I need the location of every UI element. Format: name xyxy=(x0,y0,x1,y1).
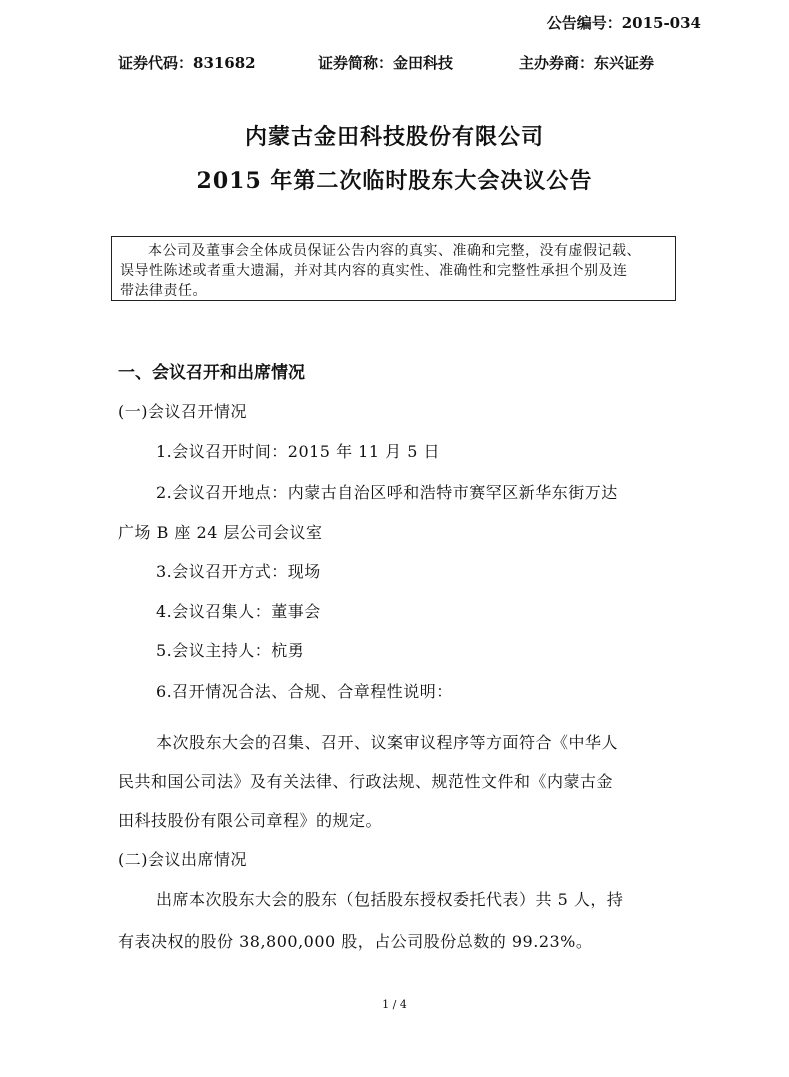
sponsor-broker: 主办券商：东兴证券 xyxy=(519,54,655,72)
disclaimer-notice-box xyxy=(111,236,676,301)
compliance-paragraph: 本次股东大会的召集、召开、议案审议程序等方面符合《中华人 xyxy=(156,733,619,752)
announcement-number: 公告编号：2015-034 xyxy=(546,14,701,32)
section-heading: 一、会议召开和出席情况 xyxy=(118,363,305,383)
subsection-heading: (二)会议出席情况 xyxy=(118,850,247,869)
meeting-method: 3.会议召开方式：现场 xyxy=(156,562,321,581)
subsection-heading: (一)会议召开情况 xyxy=(118,402,247,421)
disclaimer-line: 本公司及董事会全体成员保证公告内容的真实、准确和完整，没有虚假记载、 xyxy=(148,243,641,259)
meeting-host: 5.会议主持人：杭勇 xyxy=(156,641,305,660)
page-number: 1 / 4 xyxy=(382,998,407,1011)
meeting-location: 2.会议召开地点：内蒙古自治区呼和浩特市赛罕区新华东街万达 xyxy=(156,483,618,502)
document-title-company: 内蒙古金田科技股份有限公司 xyxy=(244,124,544,150)
meeting-location-cont: 广场 B 座 24 层公司会议室 xyxy=(118,523,323,542)
compliance-heading: 6.召开情况合法、合规、合章程性说明： xyxy=(156,682,453,701)
meeting-time: 1.会议召开时间：2015 年 11 月 5 日 xyxy=(156,442,440,461)
meeting-convener: 4.会议召集人：董事会 xyxy=(156,602,321,621)
document-title-meeting: 2015 年第二次临时股东大会决议公告 xyxy=(196,168,593,194)
attendance-paragraph: 出席本次股东大会的股东（包括股东授权委托代表）共 5 人，持 xyxy=(156,890,624,909)
security-short-name: 证券简称：金田科技 xyxy=(318,54,454,72)
disclaimer-line: 带法律责任。 xyxy=(120,283,207,299)
attendance-paragraph: 有表决权的股份 38,800,000 股，占公司股份总数的 99.23%。 xyxy=(118,932,593,951)
disclaimer-line: 误导性陈述或者重大遗漏，并对其内容的真实性、准确性和完整性承担个别及连 xyxy=(120,263,628,279)
compliance-paragraph: 民共和国公司法》及有关法律、行政法规、规范性文件和《内蒙古金 xyxy=(118,772,614,791)
compliance-paragraph: 田科技股份有限公司章程》的规定。 xyxy=(118,811,383,830)
security-code: 证券代码：831682 xyxy=(118,54,256,72)
